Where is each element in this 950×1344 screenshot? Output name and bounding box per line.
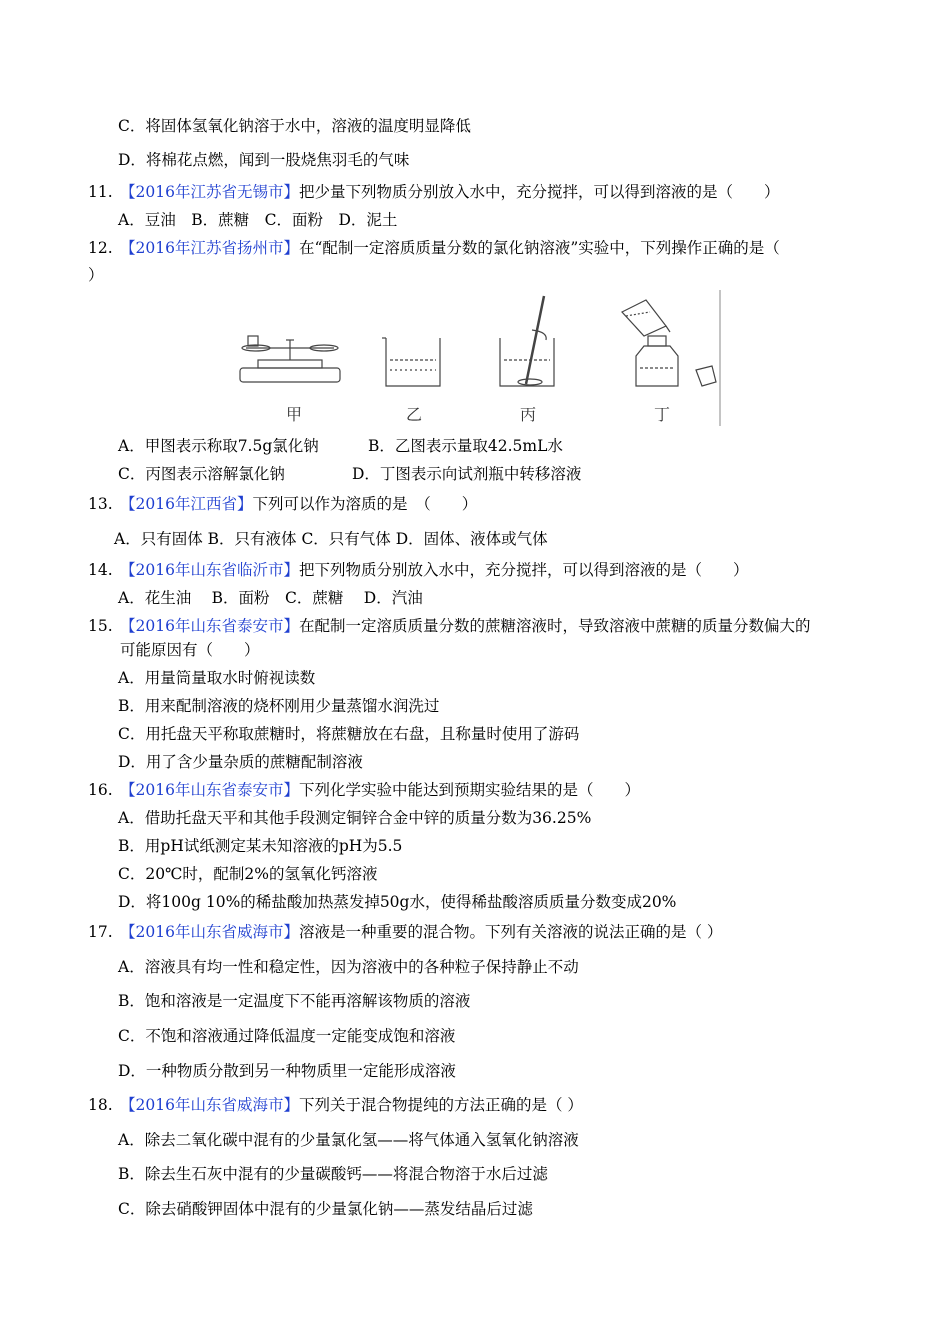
q13-stem-text: 下列可以作为溶质的是 （ ） xyxy=(252,495,478,513)
q11-stem-text: 把少量下列物质分别放入水中，充分搅拌，可以得到溶液的是（ ） xyxy=(298,183,780,201)
q10-option-d: D．将棉花点燃，闻到一股烧焦羽毛的气味 xyxy=(118,151,410,169)
q17-option-b: B．饱和溶液是一定温度下不能再溶解该物质的溶液 xyxy=(118,992,471,1010)
q17-option-d: D．一种物质分散到另一种物质里一定能形成溶液 xyxy=(118,1062,456,1080)
q16-source: 【2016年山东省泰安市】 xyxy=(120,781,299,799)
q16-option-c: C．20℃时，配制2%的氢氧化钙溶液 xyxy=(118,865,378,883)
q15-option-a: A．用量筒量取水时俯视读数 xyxy=(118,669,316,687)
q12-figure xyxy=(226,286,726,430)
q17-stem xyxy=(88,921,722,943)
q11-options: A．豆油 B．蔗糖 C．面粉 D．泥土 xyxy=(118,211,398,229)
balance-icon xyxy=(240,336,340,382)
q13-source: 【2016年江西省】 xyxy=(120,495,253,513)
q18-source: 【2016年山东省威海市】 xyxy=(120,1096,299,1114)
q18-number: 18. xyxy=(88,1096,113,1114)
q18-option-c: C．除去硝酸钾固体中混有的少量氯化钠——蒸发结晶后过滤 xyxy=(118,1200,533,1218)
q15-stem xyxy=(88,615,810,637)
q12-stem-text: 在“配制一定溶质质量分数的氯化钠溶液”实验中，下列操作正确的是（ xyxy=(298,239,780,257)
q17-option-a: A．溶液具有均一性和稳定性，因为溶液中的各种粒子保持静止不动 xyxy=(118,958,579,976)
q16-option-b: B．用pH试纸测定某未知溶液的pH为5.5 xyxy=(118,837,403,855)
q15-number: 15. xyxy=(88,617,113,635)
q14-options: A．花生油 B．面粉 C．蔗糖 D．汽油 xyxy=(118,589,423,607)
figure-label-ding: 丁 xyxy=(654,405,671,424)
q17-source: 【2016年山东省威海市】 xyxy=(120,923,299,941)
q17-option-c: C．不饱和溶液通过降低温度一定能变成饱和溶液 xyxy=(118,1027,456,1045)
figure-label-yi: 乙 xyxy=(406,405,423,424)
q15-option-d: D．用了含少量杂质的蔗糖配制溶液 xyxy=(118,753,363,771)
q13-stem xyxy=(88,493,477,515)
q16-option-a: A．借助托盘天平和其他手段测定铜锌合金中锌的质量分数为36.25% xyxy=(118,809,592,827)
q12-stem-cont: ） xyxy=(88,266,104,284)
q18-stem xyxy=(88,1094,583,1116)
q17-number: 17. xyxy=(88,923,113,941)
beaker-icon xyxy=(382,338,440,386)
stirring-beaker-icon xyxy=(500,296,554,386)
q12-source: 【2016年江苏省扬州市】 xyxy=(120,239,299,257)
q16-number: 16. xyxy=(88,781,113,799)
q11-source: 【2016年江苏省无锡市】 xyxy=(120,183,299,201)
q16-stem xyxy=(88,779,640,801)
q12-number: 12. xyxy=(88,239,113,257)
q14-number: 14. xyxy=(88,561,113,579)
figure-label-bing: 丙 xyxy=(520,405,537,424)
q15-stem-text: 在配制一定溶质质量分数的蔗糖溶液时，导致溶液中蔗糖的质量分数偏大的 xyxy=(298,617,811,635)
q12-option-a: A．甲图表示称取7.5g氯化钠 xyxy=(118,437,319,455)
pouring-bottle-icon xyxy=(622,300,716,386)
q12-option-c: C．丙图表示溶解氯化钠 xyxy=(118,465,285,483)
q10-option-c: C．将固体氢氧化钠溶于水中，溶液的温度明显降低 xyxy=(118,117,471,135)
q15-stem-cont: 可能原因有（ ） xyxy=(120,641,260,659)
q11-number: 11. xyxy=(88,183,113,201)
q14-stem-text: 把下列物质分别放入水中，充分搅拌，可以得到溶液的是（ ） xyxy=(298,561,749,579)
q15-option-b: B．用来配制溶液的烧杯刚用少量蒸馏水润洗过 xyxy=(118,697,440,715)
q14-source: 【2016年山东省临沂市】 xyxy=(120,561,299,579)
q15-option-c: C．用托盘天平称取蔗糖时，将蔗糖放在右盘，且称量时使用了游码 xyxy=(118,725,580,743)
q14-stem xyxy=(88,559,748,581)
q12-option-b: B．乙图表示量取42.5mL水 xyxy=(368,437,563,455)
q17-stem-text: 溶液是一种重要的混合物。下列有关溶液的说法正确的是（ ） xyxy=(298,923,723,941)
q16-option-d: D．将100g 10%的稀盐酸加热蒸发掉50g水，使得稀盐酸溶质质量分数变成20% xyxy=(118,893,677,911)
q18-option-b: B．除去生石灰中混有的少量碳酸钙——将混合物溶于水后过滤 xyxy=(118,1165,548,1183)
figure-label-jia: 甲 xyxy=(286,405,303,424)
q11-stem xyxy=(88,181,779,203)
q13-number: 13. xyxy=(88,495,113,513)
q15-source: 【2016年山东省泰安市】 xyxy=(120,617,299,635)
q18-option-a: A．除去二氧化碳中混有的少量氯化氢——将气体通入氢氧化钠溶液 xyxy=(118,1131,579,1149)
q13-options: A．只有固体 B．只有液体 C．只有气体 D．固体、液体或气体 xyxy=(114,530,548,548)
q18-stem-text: 下列关于混合物提纯的方法正确的是（ ） xyxy=(298,1096,583,1114)
q12-option-d: D．丁图表示向试剂瓶中转移溶液 xyxy=(352,465,582,483)
q16-stem-text: 下列化学实验中能达到预期实验结果的是（ ） xyxy=(298,781,640,799)
q12-stem xyxy=(88,237,780,259)
